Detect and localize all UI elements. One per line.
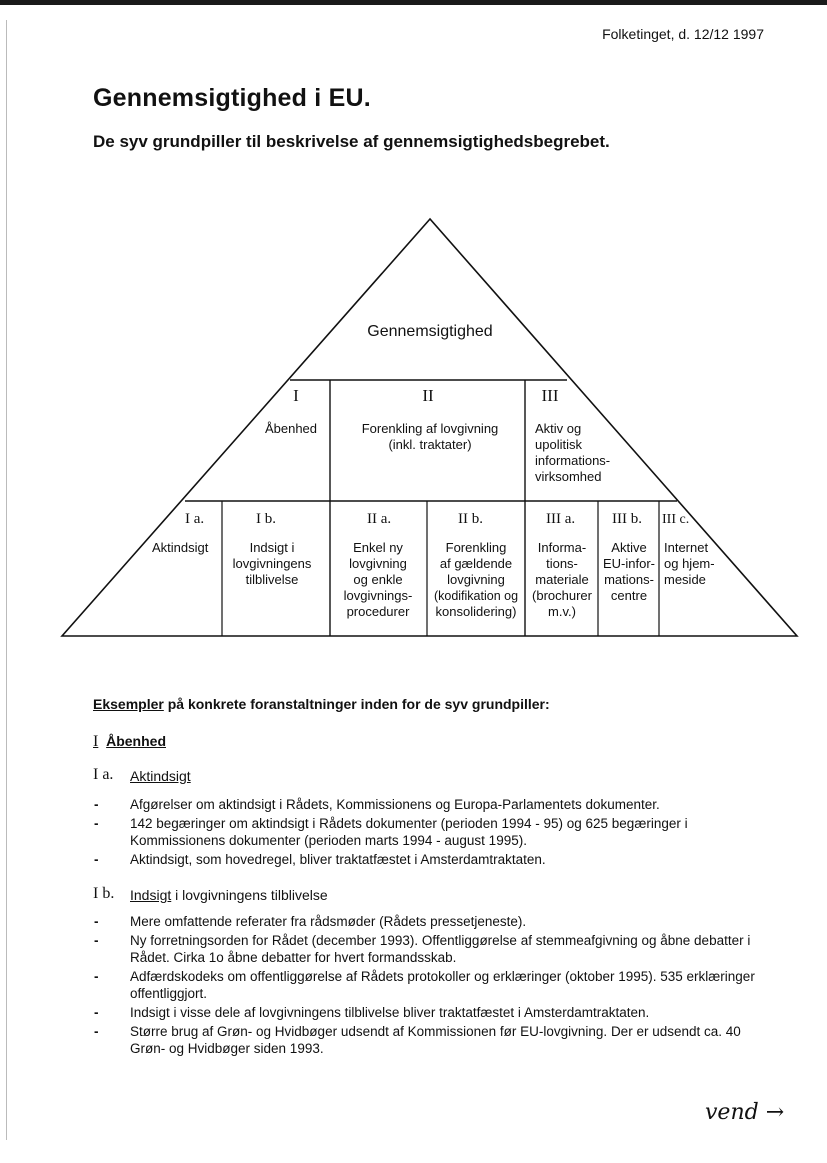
- sub-label-iia-line-1: Enkel ny: [353, 540, 403, 555]
- sub-code-iiia: III a.: [546, 511, 576, 527]
- list-item: - Afgørelser om aktindsigt i Rådets, Kommissionens og Europa-Parlamentets dokumenter.: [93, 796, 769, 813]
- section-numeral: I: [93, 733, 99, 750]
- sub-label-iib-line-1: Forenkling: [445, 540, 507, 555]
- sub-label-iiia-line-2: tions-: [546, 556, 578, 571]
- sub-code-ib: I b.: [256, 511, 276, 527]
- page-subtitle: De syv grundpiller til beskrivelse af gennemsigtighedsbegrebet.: [93, 132, 610, 151]
- examples-heading-underlined: Eksempler: [93, 696, 164, 712]
- sub-label-iiic-line-1: Internet: [664, 540, 709, 555]
- pillar-numeral-2: II: [422, 386, 434, 405]
- sub-code-ia: I a.: [185, 511, 205, 527]
- sub-label-iiic-line-3: meside: [664, 572, 706, 587]
- pillar-label-3-line-1: Aktiv og: [535, 421, 582, 436]
- pillar-numeral-1: I: [293, 386, 299, 405]
- handwritten-turn-note: vend →: [705, 1100, 785, 1125]
- section-title: Åbenhed: [106, 733, 166, 749]
- sub-label-iia-line-2: lovgivning: [349, 556, 407, 571]
- pillar-label-3-line-2: upolitisk: [535, 437, 582, 452]
- sub-label-iiib-line-3: mations-: [604, 572, 654, 587]
- sub-label-iib-line-5: konsolidering): [435, 604, 517, 619]
- sub-label-iiia-line-5: m.v.): [548, 604, 576, 619]
- page-title: Gennemsigtighed i EU.: [93, 84, 371, 112]
- pillar-numeral-3: III: [541, 386, 559, 405]
- sub-label-iia-line-4: lovgivnings-: [343, 588, 413, 603]
- subsection-title-underlined: Aktindsigt: [130, 768, 191, 784]
- sub-label-iiia-line-3: materiale: [535, 572, 589, 587]
- sub-label-iia-line-5: procedurer: [346, 604, 410, 619]
- apex-label: Gennemsigtighed: [367, 323, 493, 340]
- sub-label-iiia-line-1: Informa-: [537, 540, 587, 555]
- subsection-title-rest: i lovgivningens tilblivelse: [171, 887, 328, 903]
- pillar-label-2-line-2: (inkl. traktater): [388, 437, 472, 452]
- list-item: - Ny forretningsorden for Rådet (december 1993). Offentliggørelse af stemmeafgivning og åbne debatter i Rådet. Cirka 1o åbne debatter for hvert formandsskab.: [93, 932, 769, 966]
- sub-label-ia-line-1: Aktindsigt: [152, 540, 209, 555]
- sub-label-iiib-line-4: centre: [610, 588, 648, 603]
- sub-code-iib: II b.: [458, 511, 483, 527]
- sub-label-iia-line-3: og enkle: [353, 572, 403, 587]
- examples-heading-rest: på konkrete foranstaltninger inden for de syv grundpiller:: [163, 696, 550, 712]
- sub-code-iiib: III b.: [612, 511, 642, 527]
- examples-heading: [93, 696, 550, 712]
- pillar-label-3-line-3: informations-: [535, 453, 611, 468]
- sub-label-iiib-line-2: EU-infor-: [602, 556, 656, 571]
- list-item: - Mere omfattende referater fra rådsmøder (Rådets pressetjeneste).: [93, 913, 769, 930]
- subsection-code: I b.: [93, 885, 115, 902]
- date-line: Folketinget, d. 12/12 1997: [602, 26, 764, 42]
- pillar-label-2-line-1: Forenkling af lovgivning: [361, 421, 499, 436]
- section-heading-aabenhed: [93, 733, 166, 751]
- subsection-heading-ib: [93, 885, 693, 905]
- pillar-label-3-line-4: virksomhed: [535, 469, 602, 484]
- subsection-title-underlined: Indsigt: [130, 887, 172, 903]
- list-item: - Større brug af Grøn- og Hvidbøger udsendt af Kommissionen før EU-lovgivning. Der er udsendt ca. 40 Grøn- og Hvidbøger siden 1993.: [93, 1023, 769, 1057]
- sub-label-iib-line-2: af gældende: [439, 556, 513, 571]
- list-item: - Indsigt i visse dele af lovgivningens tilblivelse bliver traktatfæstet i Amsterdamtraktaten.: [93, 1004, 769, 1021]
- sub-label-ib-line-3: tilblivelse: [245, 572, 299, 587]
- sub-label-iib-line-4: (kodifikation og: [433, 589, 519, 603]
- list-item: - Aktindsigt, som hovedregel, bliver traktatfæstet i Amsterdamtraktaten.: [93, 851, 769, 868]
- sub-label-iiic-line-2: og hjem-: [664, 556, 715, 571]
- bullet-list-ib: [93, 913, 769, 1059]
- sub-label-iiia-line-4: (brochurer: [532, 588, 592, 603]
- sub-label-iiib-line-1: Aktive: [611, 540, 647, 555]
- bullet-list-ia: [93, 796, 769, 870]
- sub-code-iiic: III c.: [662, 512, 690, 527]
- pillar-label-1-line-1: Åbenhed: [264, 421, 318, 436]
- sub-label-ib-line-2: lovgivningens: [232, 556, 312, 571]
- sub-code-iia: II a.: [367, 511, 392, 527]
- sub-label-iib-line-3: lovgivning: [447, 572, 505, 587]
- sub-label-ib-line-1: Indsigt i: [249, 540, 295, 555]
- list-item: - Adfærdskodeks om offentliggørelse af Rådets protokoller og erklæringer (oktober 1995). 535 erklæringer offentliggjort.: [93, 968, 769, 1002]
- list-item: - 142 begæringer om aktindsigt i Rådets dokumenter (perioden 1994 - 95) og 625 begæringer i Kommissionens dokumenter (perioden marts 1994 - august 1995).: [93, 815, 769, 849]
- subsection-code: I a.: [93, 766, 114, 783]
- subsection-heading-ia: [93, 766, 693, 786]
